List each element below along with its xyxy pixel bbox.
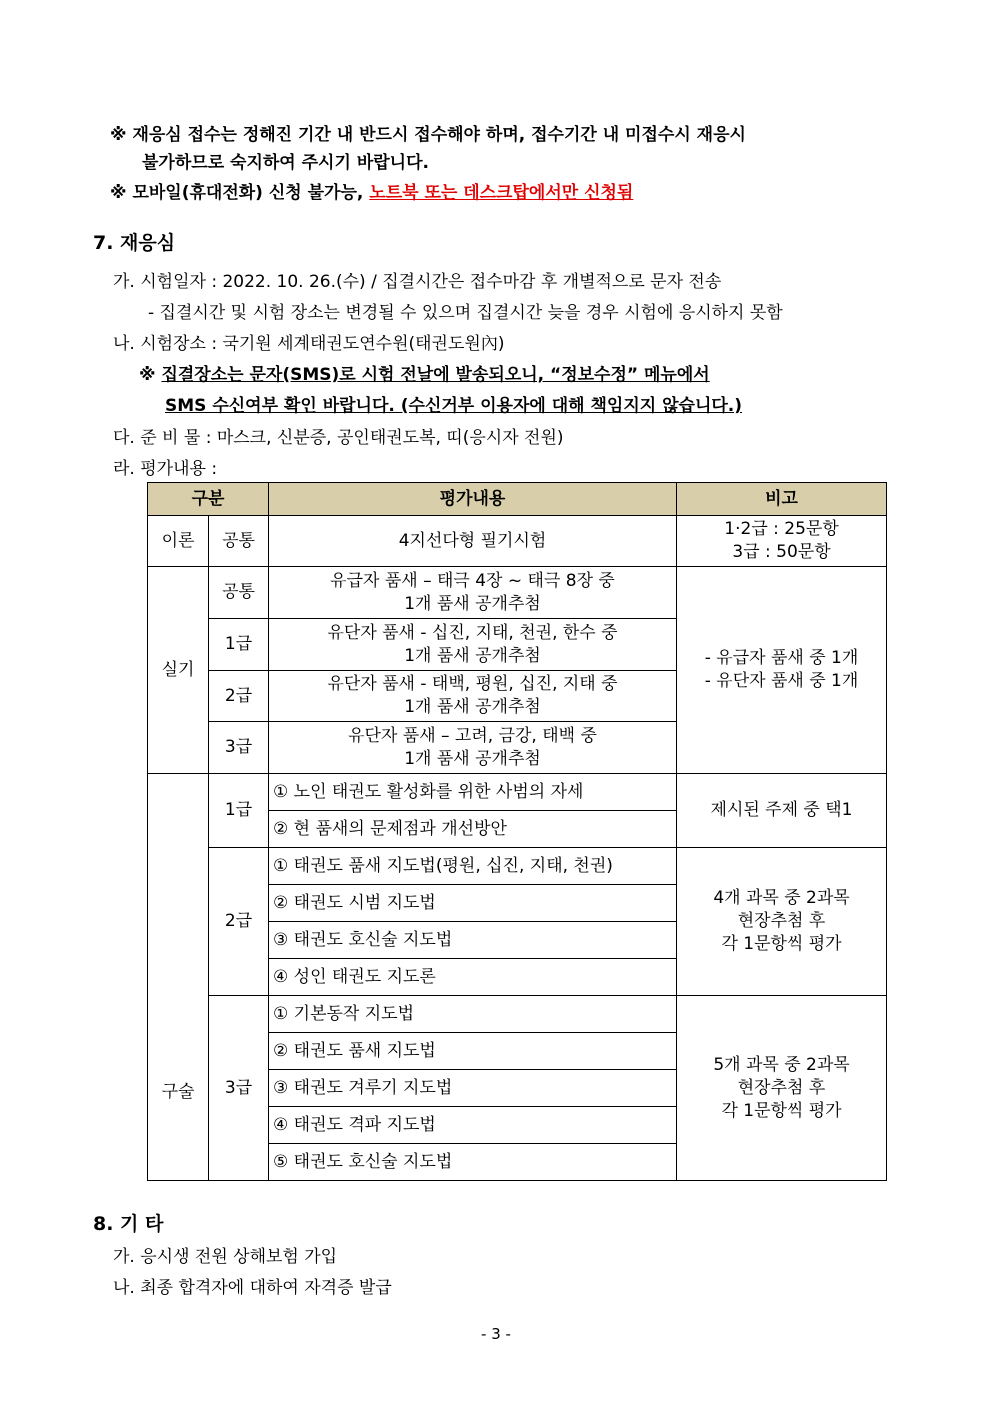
note-2	[110, 178, 633, 203]
oral-item: ② 태권도 품새 지도법	[269, 1033, 677, 1070]
oral-item: ② 현 품새의 문제점과 개선방안	[269, 811, 677, 848]
content-line-1: 유단자 품새 - 태백, 평원, 십진, 지태 중	[327, 674, 618, 694]
theory-note-line-1: 1·2급 : 25문항	[724, 519, 839, 539]
note-1-line-1: ※ 재응심 접수는 정해진 기간 내 반드시 접수해야 하며, 접수기간 내 미접수시 재응시	[110, 125, 746, 145]
evaluation-table	[147, 482, 887, 1181]
section-7-na-note-1	[139, 360, 710, 385]
practical-sub: 3급	[209, 722, 269, 774]
section-7-ga: 가. 시험일자 : 2022. 10. 26.(수) / 집결시간은 접수마감 후 개별적으로 문자 전송	[113, 272, 722, 292]
oral-note-2-line-1: 4개 과목 중 2과목	[713, 888, 850, 908]
oral-item: ⑤ 태권도 호신술 지도법	[269, 1144, 677, 1181]
note-mark: ※	[139, 365, 162, 385]
theory-note	[677, 516, 887, 567]
practical-content	[269, 671, 677, 722]
theory-sub: 공통	[209, 516, 269, 567]
header-content: 평가내용	[269, 483, 677, 516]
section-7-ga-sub: - 집결시간 및 시험 장소는 변경될 수 있으며 집결시간 늦을 경우 시험에 응시하지 못함	[148, 303, 783, 323]
oral-item: ① 태권도 품새 지도법(평원, 십진, 지태, 천권)	[269, 848, 677, 885]
header-note: 비고	[677, 483, 887, 516]
section-7-na-note-2: SMS 수신여부 확인 바랍니다. (수신거부 이용자에 대해 책임지지 않습니다.)	[165, 396, 743, 416]
content-line-1: 유단자 품새 - 십진, 지태, 천권, 한수 중	[327, 622, 618, 643]
oral-item: ④ 태권도 격파 지도법	[269, 1107, 677, 1144]
oral-note-1: 제시된 주제 중 택1	[677, 774, 887, 848]
practical-content	[269, 567, 677, 619]
oral-sub-1: 1급	[209, 774, 269, 848]
practical-content	[269, 722, 677, 774]
practical-note-line-2: - 유단자 품새 중 1개	[704, 671, 859, 691]
content-line-1: 유급자 품새 – 태극 4장 ~ 태극 8장 중	[330, 570, 615, 591]
page-number: - 3 -	[481, 1325, 511, 1343]
oral-note-3-line-2: 현장추첨 후	[737, 1077, 826, 1098]
content-line-2: 1개 품새 공개추첨	[404, 593, 541, 614]
practical-note-line-1: - 유급자 품새 중 1개	[704, 648, 859, 668]
oral-sub-3: 3급	[209, 996, 269, 1181]
section-7-da: 다. 준 비 물 : 마스크, 신분증, 공인태권도복, 띠(응시자 전원)	[113, 428, 564, 448]
na-note-line-1: 집결장소는 문자(SMS)로 시험 전날에 발송되오니, “정보수정” 메뉴에서	[161, 365, 710, 385]
oral-category: 구술	[148, 774, 209, 1181]
section-8-title: 8. 기 타	[93, 1213, 164, 1235]
section-7-ra: 라. 평가내용 :	[113, 459, 218, 479]
theory-note-line-2: 3급 : 50문항	[732, 542, 831, 562]
oral-note-2-line-3: 각 1문항씩 평가	[721, 934, 842, 954]
oral-item: ③ 태권도 호신술 지도법	[269, 922, 677, 959]
oral-item: ④ 성인 태권도 지도론	[269, 959, 677, 996]
section-7-title: 7. 재응심	[93, 232, 176, 254]
oral-item: ① 노인 태권도 활성화를 위한 사범의 자세	[269, 774, 677, 811]
section-8-na: 나. 최종 합격자에 대하여 자격증 발급	[113, 1278, 392, 1298]
oral-note-2-line-2: 현장추첨 후	[737, 911, 826, 931]
practical-sub: 1급	[209, 619, 269, 671]
oral-note-2	[677, 848, 887, 996]
note-1-line-2: 불가하므로 숙지하여 주시기 바랍니다.	[142, 153, 429, 173]
practical-category: 실기	[148, 567, 209, 774]
practical-content	[269, 619, 677, 671]
content-line-2: 1개 품새 공개추첨	[404, 645, 541, 666]
oral-note-3	[677, 996, 887, 1181]
section-7-na: 나. 시험장소 : 국기원 세계태권도연수원(태권도원內)	[113, 334, 505, 354]
oral-item: ③ 태권도 겨루기 지도법	[269, 1070, 677, 1107]
oral-sub-2: 2급	[209, 848, 269, 996]
section-8-ga: 가. 응시생 전원 상해보험 가입	[113, 1247, 338, 1267]
oral-item: ② 태권도 시범 지도법	[269, 885, 677, 922]
practical-sub: 공통	[209, 567, 269, 619]
oral-item: ① 기본동작 지도법	[269, 996, 677, 1033]
note-2-prefix: ※ 모바일(휴대전화) 신청 불가능,	[110, 183, 370, 203]
theory-content: 4지선다형 필기시험	[269, 516, 677, 567]
practical-note	[677, 567, 887, 774]
oral-note-3-line-3: 각 1문항씩 평가	[721, 1100, 842, 1121]
oral-note-3-line-1: 5개 과목 중 2과목	[713, 1054, 850, 1075]
content-line-2: 1개 품새 공개추첨	[404, 748, 541, 769]
note-2-red: 노트북 또는 데스크탑에서만 신청됨	[369, 183, 634, 203]
practical-sub: 2급	[209, 671, 269, 722]
theory-category: 이론	[148, 516, 209, 567]
content-line-1: 유단자 품새 – 고려, 금강, 태백 중	[348, 725, 597, 746]
content-line-2: 1개 품새 공개추첨	[404, 697, 541, 717]
header-category: 구분	[148, 483, 269, 516]
